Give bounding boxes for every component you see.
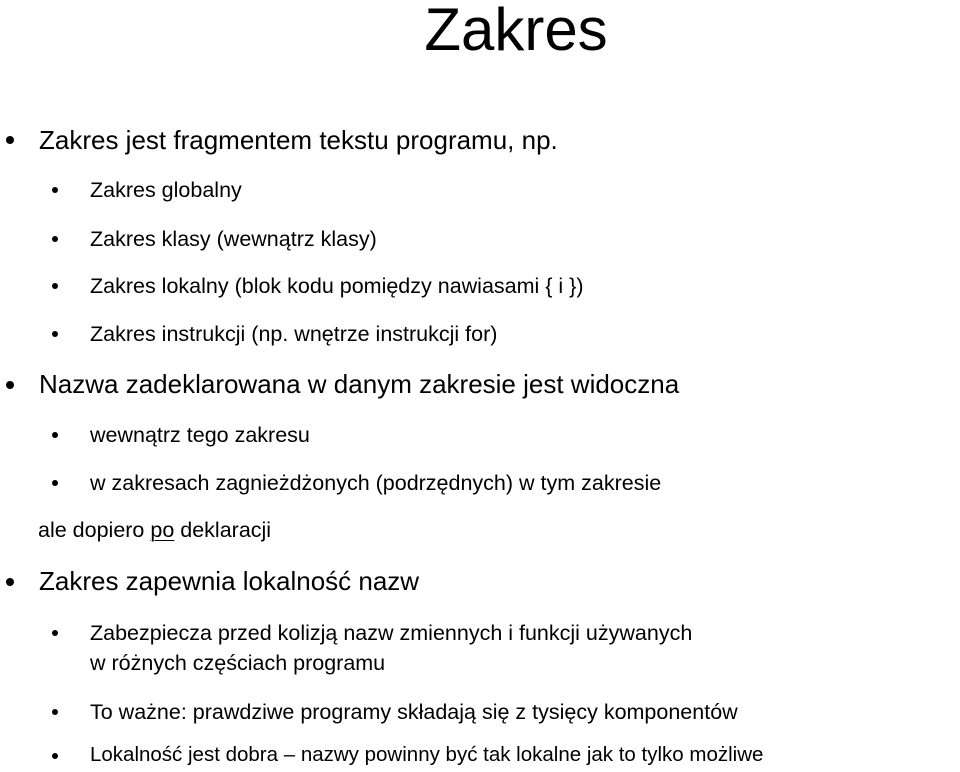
slide-title: Zakres bbox=[424, 0, 608, 63]
bullet-dot bbox=[6, 578, 14, 586]
sub-bullet-dot bbox=[52, 480, 58, 486]
sub-bullet: wewnątrz tego zakresu bbox=[90, 423, 310, 447]
sub-bullet: Zakres lokalny (blok kodu pomiędzy nawiasami { i }) bbox=[90, 274, 584, 298]
sub-bullet: Zakres instrukcji (np. wnętrze instrukcji for) bbox=[90, 322, 498, 346]
sub-bullet-dot bbox=[52, 709, 58, 715]
note-underlined: po bbox=[150, 518, 175, 542]
note-after: deklaracji bbox=[174, 518, 272, 542]
bullet-main: Nazwa zadeklarowana w danym zakresie jest widoczna bbox=[39, 369, 680, 399]
sub-bullet-dot bbox=[52, 283, 58, 289]
sub-bullet-dot bbox=[52, 331, 58, 337]
sub-bullet-dot bbox=[52, 236, 58, 242]
bullet-dot bbox=[6, 136, 14, 144]
note-before: ale dopiero bbox=[38, 518, 151, 542]
sub-bullet-continuation: w różnych częściach programu bbox=[90, 651, 386, 675]
sub-bullet-dot bbox=[52, 432, 58, 438]
sub-bullet-dot bbox=[52, 630, 58, 636]
sub-bullet: To ważne: prawdziwe programy składają się z tysięcy komponentów bbox=[90, 700, 738, 724]
bullet-main: Zakres zapewnia lokalność nazw bbox=[39, 566, 420, 596]
sub-bullet: Zabezpiecza przed kolizją nazw zmiennych i funkcji używanych bbox=[90, 621, 693, 645]
sub-bullet: Zakres klasy (wewnątrz klasy) bbox=[90, 227, 377, 251]
bullet-main: Zakres jest fragmentem tekstu programu, np. bbox=[39, 125, 558, 155]
sub-bullet: w zakresach zagnieżdżonych (podrzędnych) w tym zakresie bbox=[90, 471, 662, 495]
declaration-note bbox=[38, 517, 271, 543]
bullet-dot bbox=[6, 381, 14, 389]
sub-bullet: Zakres globalny bbox=[90, 178, 242, 202]
sub-bullet: Lokalność jest dobra – nazwy powinny być tak lokalne jak to tylko możliwe bbox=[90, 743, 764, 766]
sub-bullet-dot bbox=[52, 753, 58, 759]
sub-bullet-dot bbox=[52, 187, 58, 193]
